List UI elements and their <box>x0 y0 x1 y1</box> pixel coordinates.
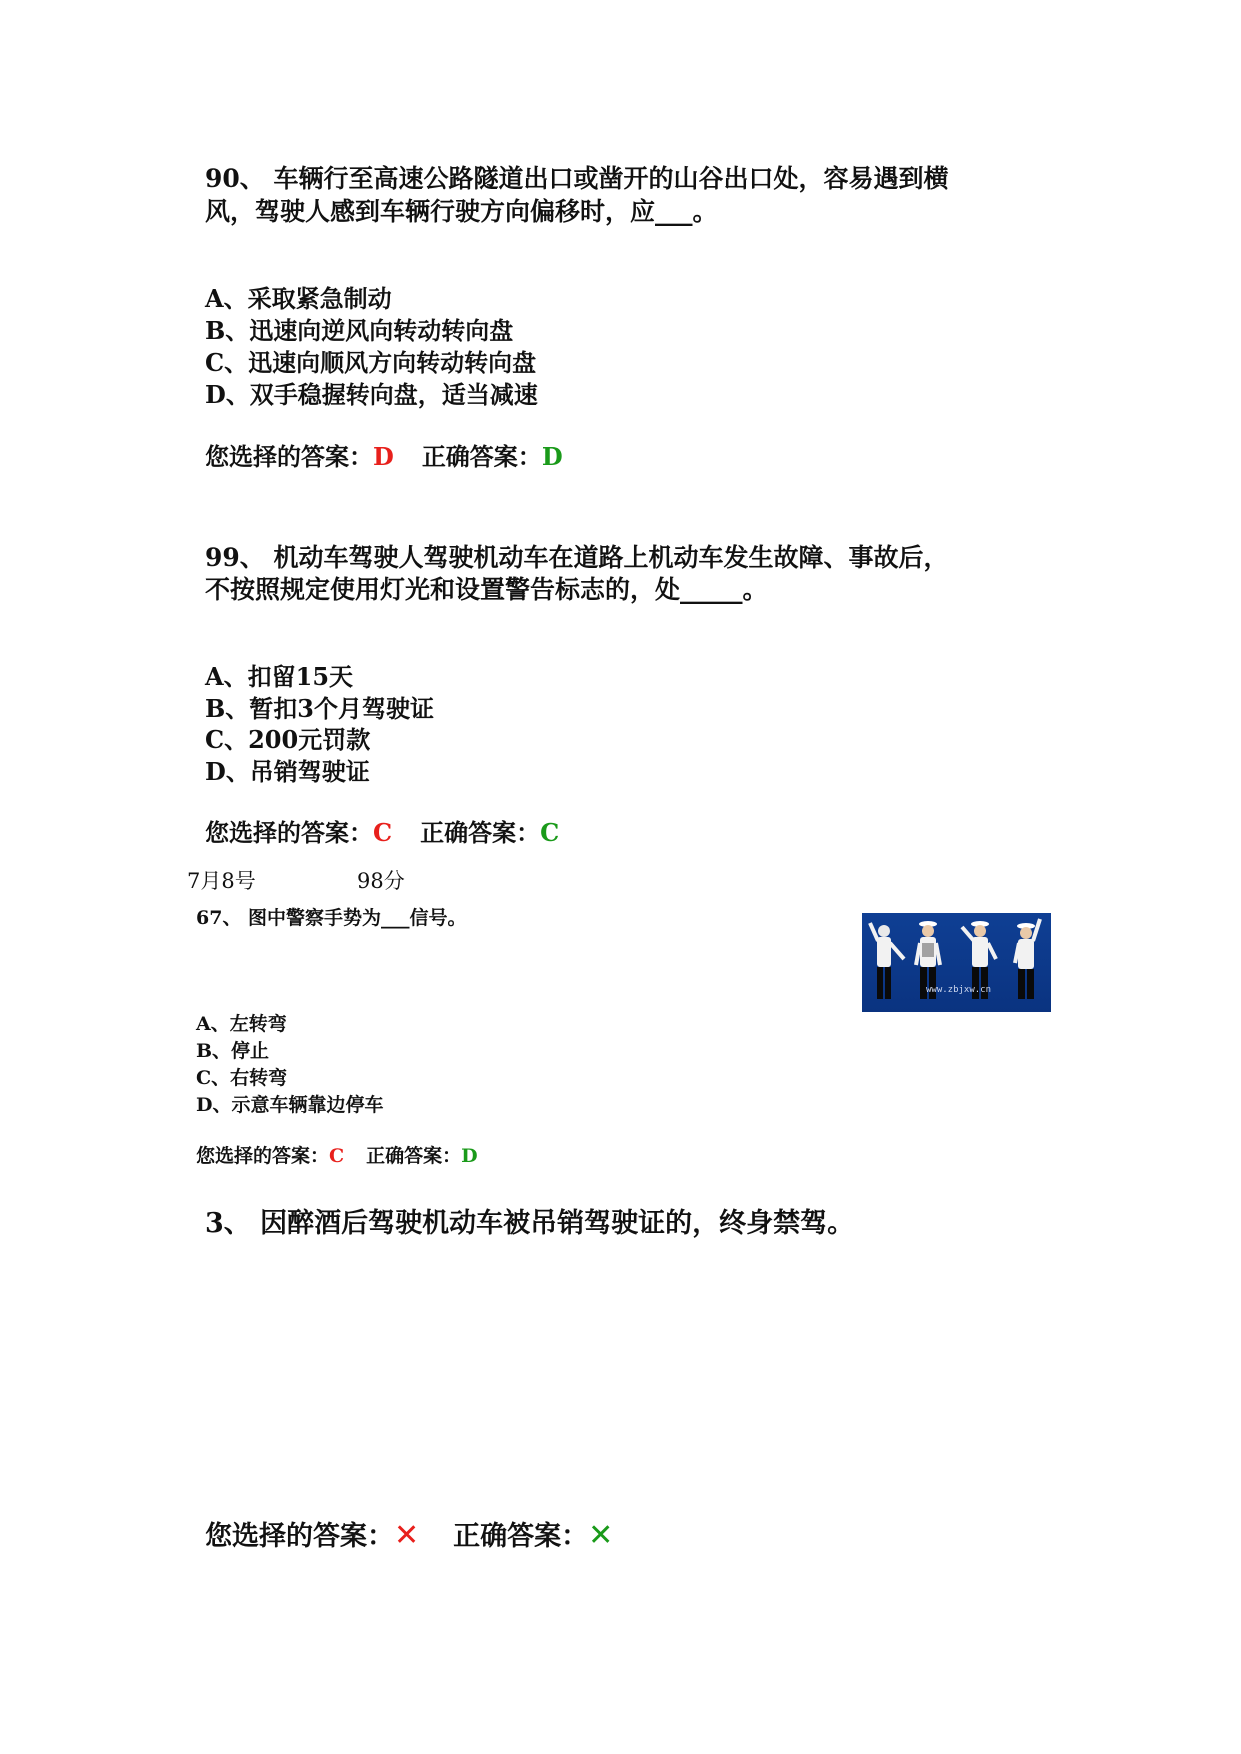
q99-option-d: D、吊销驾驶证 <box>205 757 370 786</box>
image-watermark: www.zbjxw.cn <box>926 985 992 995</box>
q67-answer-row <box>196 1143 478 1170</box>
q90-option-c: C、迅速向顺风方向转动转向盘 <box>205 348 537 377</box>
question-90-line-1: 90、 车辆行至高速公路隧道出口或凿开的山谷出口处，容易遇到横 <box>205 164 949 193</box>
question-99-line-2: 不按照规定使用灯光和设置警告标志的，处_____。 <box>205 575 768 604</box>
q3-answer-row <box>205 1519 613 1554</box>
q99-option-b: B、暂扣3个月驾驶证 <box>205 694 434 723</box>
correct-answer-cross-icon: ✕ <box>588 1518 614 1553</box>
your-answer-label: 您选择的答案： <box>196 1145 330 1167</box>
your-answer-value: C <box>329 1145 345 1167</box>
correct-answer-value: C <box>540 818 560 847</box>
q99-option-a: A、扣留15天 <box>205 662 354 691</box>
q67-option-a: A、左转弯 <box>196 1013 287 1035</box>
q67-option-c: C、右转弯 <box>196 1067 288 1089</box>
question-90-line-2: 风，驾驶人感到车辆行驶方向偏移时，应___。 <box>205 197 718 226</box>
question-99-line-1: 99、 机动车驾驶人驾驶机动车在道路上机动车发生故障、事故后， <box>205 543 949 572</box>
q99-answer-row <box>205 817 559 849</box>
score-note: 98分 <box>357 869 405 893</box>
q90-option-d: D、双手稳握转向盘，适当减速 <box>205 380 538 409</box>
q67-option-d: D、示意车辆靠边停车 <box>196 1094 384 1116</box>
q67-option-b: B、停止 <box>196 1040 270 1062</box>
q90-option-b: B、迅速向逆风向转动转向盘 <box>205 316 514 345</box>
q99-option-c: C、200元罚款 <box>205 725 371 754</box>
question-3-line-1: 3、 因醉酒后驾驶机动车被吊销驾驶证的，终身禁驾。 <box>205 1208 855 1239</box>
q90-option-a: A、采取紧急制动 <box>205 284 392 313</box>
date-note: 7月8号 <box>187 869 256 893</box>
your-answer-label: 您选择的答案： <box>205 1521 394 1552</box>
q90-answer-row <box>205 441 563 473</box>
correct-answer-value: D <box>461 1145 478 1167</box>
your-answer-value: D <box>373 442 394 471</box>
your-answer-label: 您选择的答案： <box>205 442 373 471</box>
police-figures-illustration <box>862 913 1051 1012</box>
your-answer-label: 您选择的答案： <box>205 818 373 847</box>
police-gesture-image <box>862 913 1051 1012</box>
correct-answer-label: 正确答案： <box>421 442 542 471</box>
correct-answer-label: 正确答案： <box>420 818 541 847</box>
correct-answer-value: D <box>541 442 563 471</box>
correct-answer-label: 正确答案： <box>366 1145 462 1167</box>
correct-answer-label: 正确答案： <box>453 1521 589 1552</box>
question-67-line-1: 67、 图中警察手势为___信号。 <box>196 907 467 929</box>
your-answer-cross-icon: ✕ <box>394 1518 420 1553</box>
your-answer-value: C <box>373 818 393 847</box>
